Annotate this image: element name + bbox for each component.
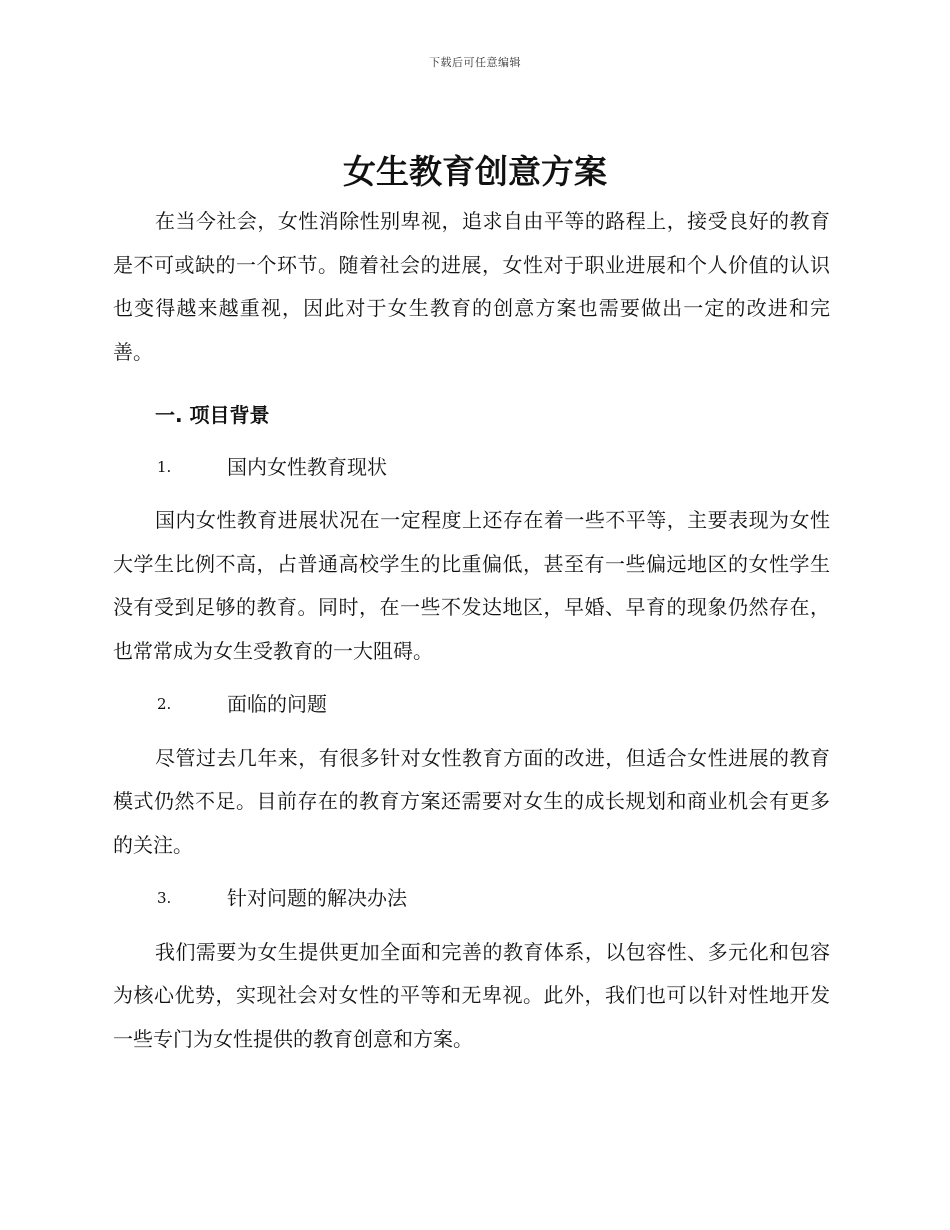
intro-paragraph: 在当今社会，女性消除性别卑视，追求自由平等的路程上，接受良好的教育是不可或缺的一个环节。随着社会的进展，女性对于职业进展和个人价值的认识也变得越来越重视，因此对于女生教育的创意方案也需要做出一定的改进和完善。 (113, 209, 830, 364)
header-note: 下载后可任意编辑 (429, 56, 521, 69)
document-body (113, 200, 830, 1061)
subsection-heading-3 (113, 877, 830, 921)
subsection-paragraph-1: 国内女性教育进展状况在一定程度上还存在着一些不平等，主要表现为女性大学生比例不高，占普通高校学生的比重偏低，甚至有一些偏远地区的女性学生没有受到足够的教育。同时，在一些不发达地区，早婚、早育的现象仍然存在，也常常成为女生受教育的一大阻碍。 (113, 508, 830, 663)
subsection-number: 1. (157, 457, 172, 476)
subsection-paragraph-2: 尽管过去几年来，有很多针对女性教育方面的改进，但适合女性进展的教育模式仍然不足。目前存在的教育方案还需要对女生的成长规划和商业机会有更多的关注。 (113, 745, 830, 857)
subsection-paragraph-3: 我们需要为女生提供更加全面和完善的教育体系，以包容性、多元化和包容为核心优势，实现社会对女性的平等和无卑视。此外，我们也可以针对性地开发一些专门为女性提供的教育创意和方案。 (113, 939, 830, 1051)
document-title: 女生教育创意方案 (343, 152, 607, 191)
section-heading: 一. 项目背景 (155, 403, 270, 427)
subsection-title: 国内女性教育现状 (227, 454, 387, 479)
subsection-number: 2. (157, 695, 172, 713)
subsection-heading-1 (113, 446, 830, 490)
subsection-heading-2 (113, 683, 830, 727)
subsection-title: 针对问题的解决办法 (227, 886, 407, 910)
subsection-number: 3. (157, 889, 172, 907)
subsection-title: 面临的问题 (227, 692, 327, 716)
